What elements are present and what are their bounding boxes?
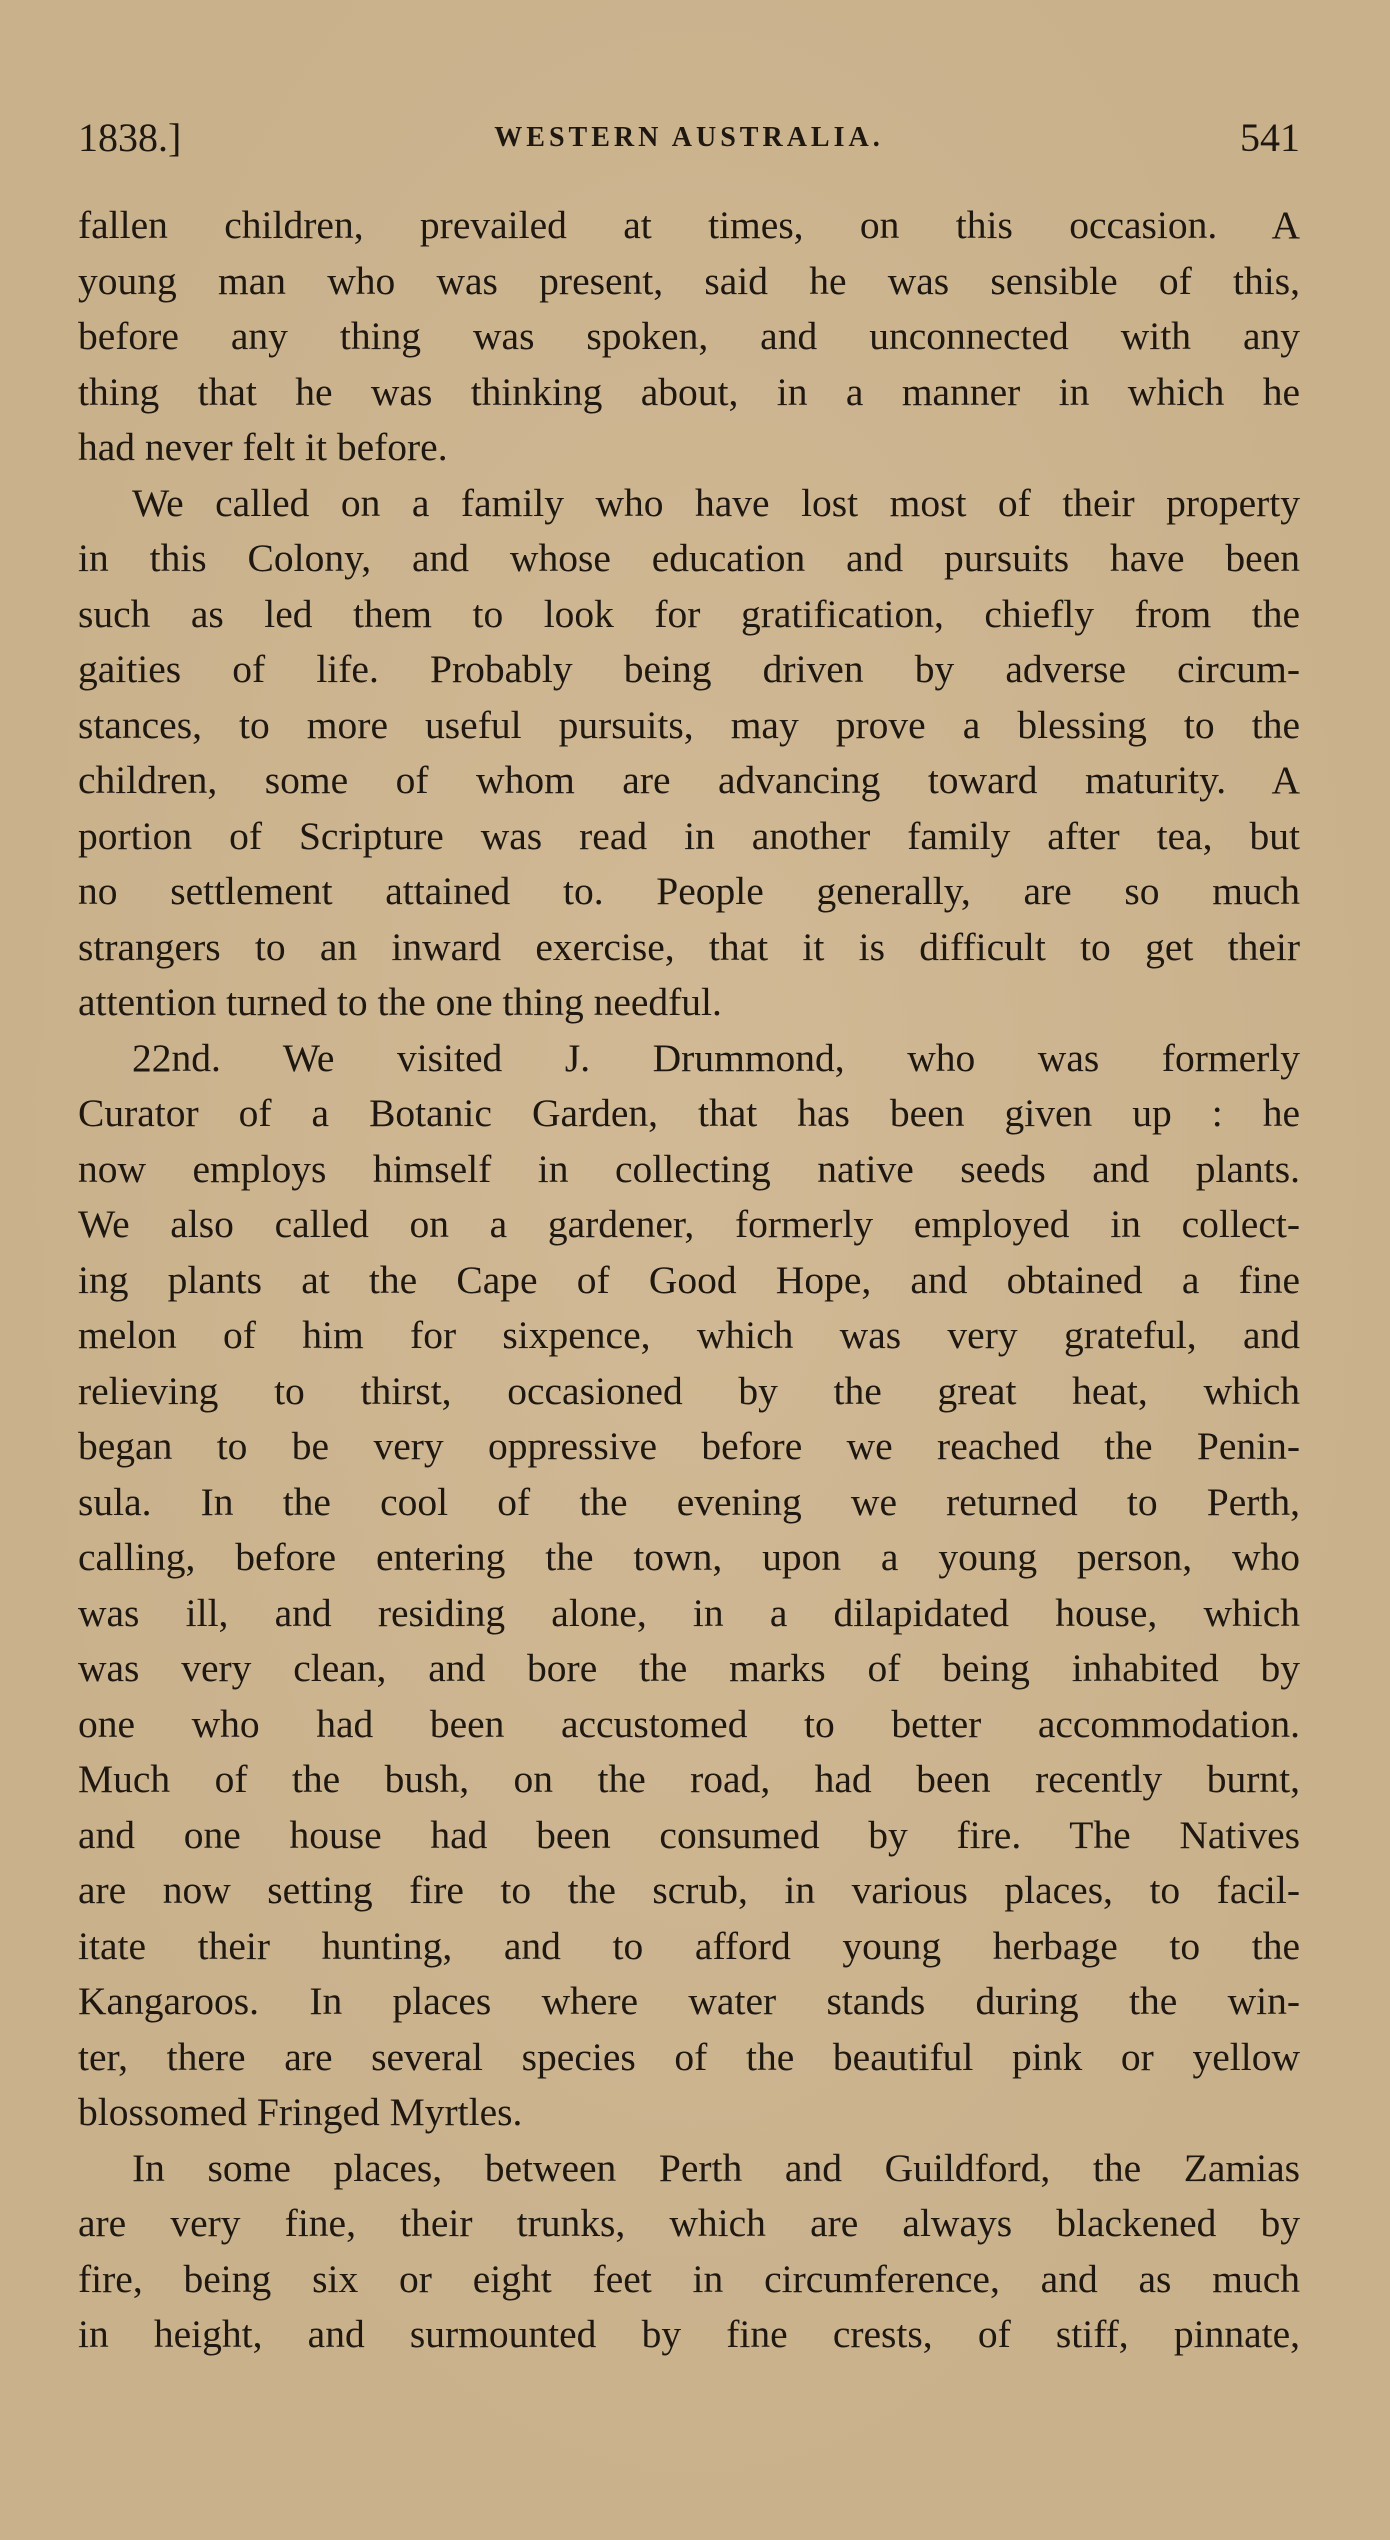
text-line: gaities of life. Probably being driven by adverse circum- <box>78 647 1300 691</box>
text-line: Kangaroos. In places where water stands during the win- <box>78 1979 1300 2023</box>
running-header <box>78 108 1300 168</box>
text-line: was ill, and residing alone, in a dilapidated house, which <box>78 1590 1300 1635</box>
text-line: young man who was present, said he was sensible of this, <box>78 258 1300 303</box>
text-line: We also called on a gardener, formerly employed in collect- <box>78 1202 1300 1246</box>
text-line: no settlement attained to. People generally, are so much <box>78 869 1300 913</box>
header-title: WESTERN AUSTRALIA. <box>494 122 884 153</box>
text-line: and one house had been consumed by fire. The Natives <box>78 1812 1300 1857</box>
text-line: in this Colony, and whose education and pursuits have been <box>78 536 1300 580</box>
text-line: are very fine, their trunks, which are always blackened by <box>78 2201 1300 2245</box>
text-line: itate their hunting, and to afford young herbage to the <box>78 1923 1300 1968</box>
text-line: ing plants at the Cape of Good Hope, and obtained a fine <box>78 1257 1300 1302</box>
text-line: are now setting fire to the scrub, in various places, to facil- <box>78 1868 1300 1912</box>
text-line: fire, being six or eight feet in circumference, and as much <box>78 2256 1300 2301</box>
text-line: children, some of whom are advancing toward maturity. A <box>78 758 1300 802</box>
text-line: fallen children, prevailed at times, on this occasion. A <box>78 203 1300 247</box>
text-line: Curator of a Botanic Garden, that has been given up : he <box>78 1091 1300 1135</box>
text-line: before any thing was spoken, and unconnected with any <box>78 314 1300 358</box>
text-line: one who had been accustomed to better accommodation. <box>78 1701 1300 1746</box>
text-line: portion of Scripture was read in another family after tea, but <box>78 813 1300 858</box>
text-line: had never felt it before. <box>78 425 448 469</box>
text-line: such as led them to look for gratification, chiefly from the <box>78 591 1300 636</box>
text-line: 22nd. We visited J. Drummond, who was formerly <box>132 1035 1300 1080</box>
header-year: 1838.] <box>78 115 182 160</box>
text-line: stances, to more useful pursuits, may prove a blessing to the <box>78 702 1300 747</box>
text-line: relieving to thirst, occasioned by the great heat, which <box>78 1368 1300 1413</box>
text-line: now employs himself in collecting native seeds and plants. <box>78 1146 1300 1191</box>
text-line: strangers to an inward exercise, that it is difficult to get their <box>78 924 1300 969</box>
text-line: We called on a family who have lost most of their property <box>132 480 1300 525</box>
text-line: attention turned to the one thing needful. <box>78 980 722 1024</box>
text-line: sula. In the cool of the evening we returned to Perth, <box>78 1479 1300 1524</box>
text-line: thing that he was thinking about, in a manner in which he <box>78 369 1300 414</box>
text-line: In some places, between Perth and Guildford, the Zamias <box>132 2145 1300 2190</box>
text-line: Much of the bush, on the road, had been recently burnt, <box>78 1757 1300 1801</box>
text-line: melon of him for sixpence, which was very grateful, and <box>78 1313 1300 1357</box>
text-line: calling, before entering the town, upon a young person, who <box>78 1535 1300 1579</box>
text-line: was very clean, and bore the marks of being inhabited by <box>78 1646 1300 1690</box>
text-line: in height, and surmounted by fine crests, of stiff, pinnate, <box>78 2312 1300 2356</box>
page-number: 541 <box>1240 115 1300 160</box>
body-text <box>78 198 1300 2363</box>
text-line: began to be very oppressive before we reached the Penin- <box>78 1424 1300 1468</box>
text-line: ter, there are several species of the beautiful pink or yellow <box>78 2034 1300 2079</box>
text-line: blossomed Fringed Myrtles. <box>78 2090 523 2134</box>
